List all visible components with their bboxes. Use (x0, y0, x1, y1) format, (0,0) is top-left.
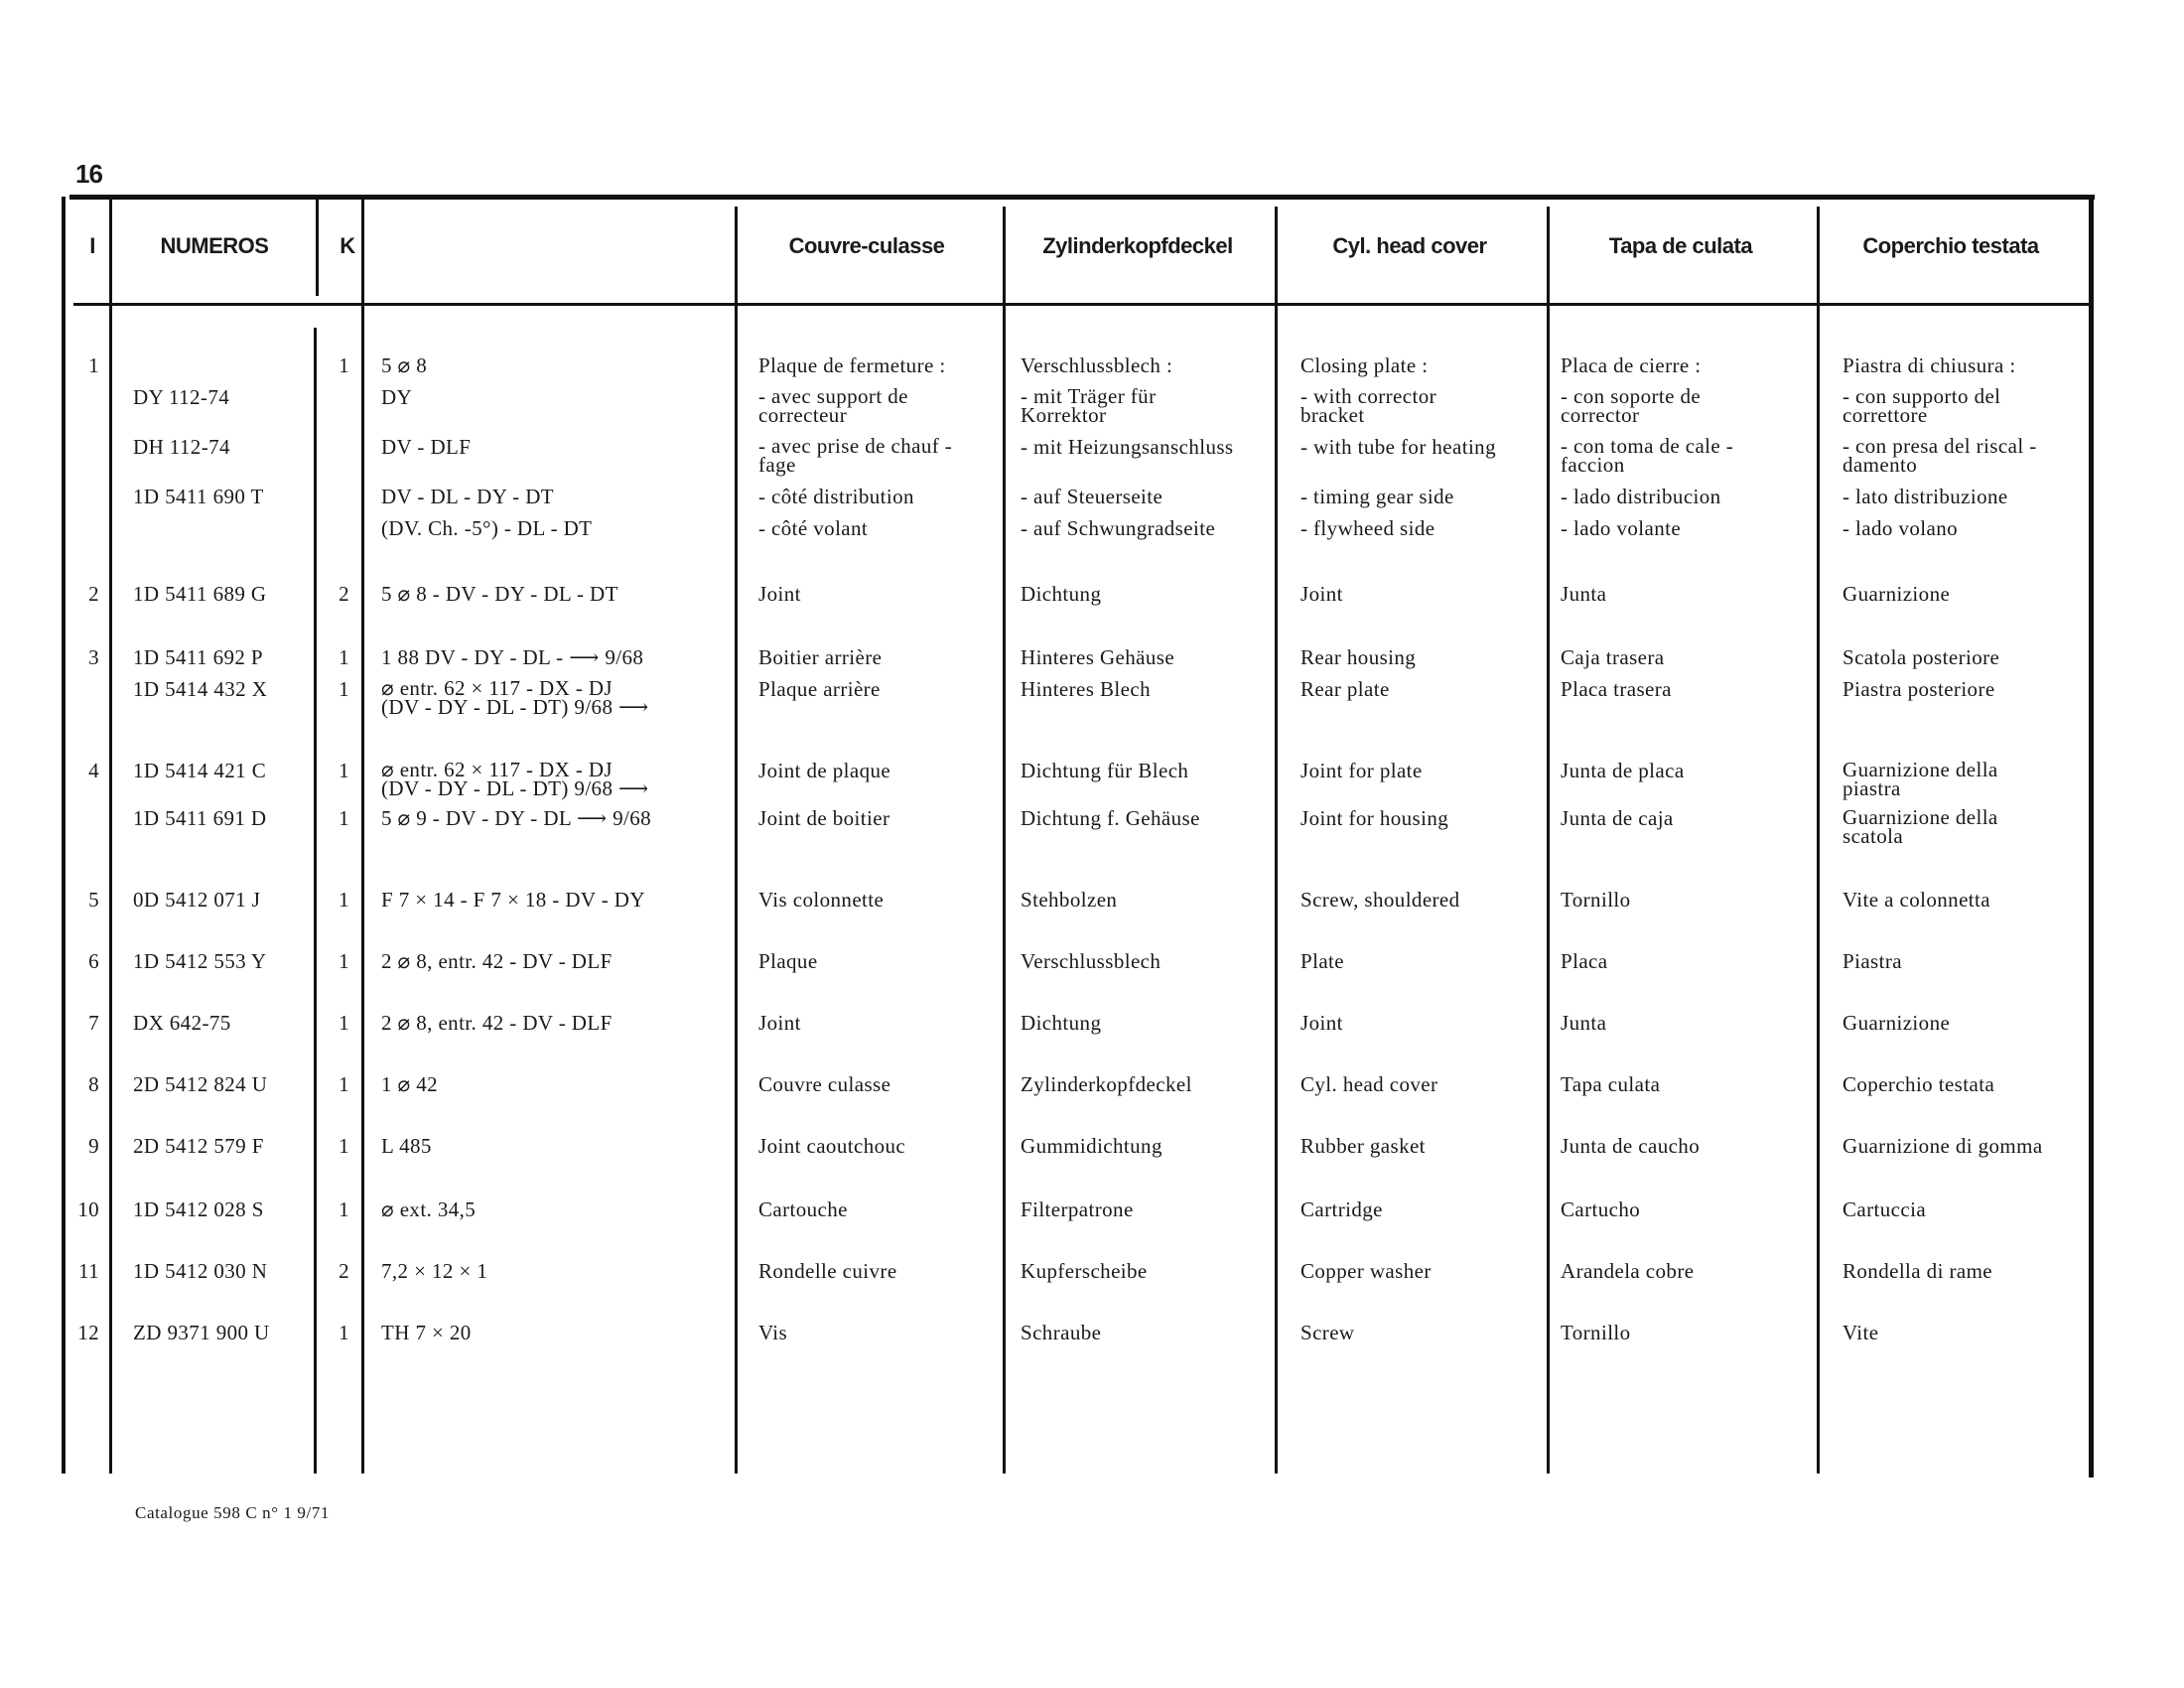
column-rule (2089, 197, 2094, 1477)
italian-description-cell: Guarnizione (1843, 582, 1951, 606)
french-description-cell: - avec support de correcteur (758, 384, 908, 427)
quantity-cell: 1 (339, 759, 349, 782)
part-number-cell: 2D 5412 824 U (133, 1072, 268, 1096)
german-description-cell: Dichtung für Blech (1021, 759, 1189, 782)
english-description-cell: - with corrector bracket (1300, 384, 1437, 427)
spanish-description-cell: Junta de placa (1561, 759, 1685, 782)
german-description-cell: - auf Steuerseite (1021, 485, 1163, 508)
application-cell: 5 ⌀ 9 - DV - DY - DL ⟶ 9/68 (381, 806, 652, 830)
application-cell: 2 ⌀ 8, entr. 42 - DV - DLF (381, 1011, 613, 1035)
application-cell: 5 ⌀ 8 - DV - DY - DL - DT (381, 582, 618, 606)
index-cell: 2 (88, 582, 99, 606)
german-description-cell: Dichtung f. Gehäuse (1021, 806, 1200, 830)
header-spanish: Tapa de culata (1608, 233, 1753, 258)
quantity-cell: 1 (339, 806, 349, 830)
french-description-cell: Joint (758, 1011, 801, 1035)
italian-description-cell: - lato distribuzione (1843, 485, 2008, 508)
column-rule (1275, 207, 1278, 1474)
header-k: K (340, 233, 355, 258)
part-number-cell: 1D 5414 432 X (133, 677, 268, 701)
part-number-cell: 1D 5411 691 D (133, 806, 267, 830)
index-cell: 8 (88, 1072, 99, 1096)
application-cell: L 485 (381, 1134, 432, 1158)
application-cell: 2 ⌀ 8, entr. 42 - DV - DLF (381, 949, 613, 973)
part-number-cell: 0D 5412 071 J (133, 888, 261, 912)
french-description-cell: - côté distribution (758, 485, 914, 508)
header-italian: Coperchio testata (1862, 233, 2039, 258)
spanish-description-cell: - lado distribucion (1561, 485, 1721, 508)
italian-description-cell: Guarnizione di gomma (1843, 1134, 2043, 1158)
german-description-cell: - mit Träger für Korrektor (1021, 384, 1157, 427)
table-top-rule (69, 195, 2095, 200)
header-numbers: NUMEROS (160, 233, 269, 258)
german-description-cell: Gummidichtung (1021, 1134, 1162, 1158)
german-description-cell: Stehbolzen (1021, 888, 1118, 912)
italian-description-cell: Cartuccia (1843, 1197, 1927, 1221)
quantity-cell: 1 (339, 353, 349, 377)
quantity-cell: 1 (339, 677, 349, 701)
part-number-cell: 1D 5412 553 Y (133, 949, 267, 973)
quantity-cell: 1 (339, 1321, 349, 1344)
index-cell: 11 (77, 1259, 99, 1283)
column-rule (314, 328, 317, 1474)
french-description-cell: Joint de plaque (758, 759, 891, 782)
italian-description-cell: Vite (1843, 1321, 1879, 1344)
english-description-cell: - flywheed side (1300, 516, 1435, 540)
quantity-cell: 1 (339, 1197, 349, 1221)
table-header-rule (73, 303, 2091, 306)
column-rule (1547, 207, 1550, 1474)
german-description-cell: Filterpatrone (1021, 1197, 1134, 1221)
italian-description-cell: - lado volano (1843, 516, 1959, 540)
spanish-description-cell: Tornillo (1561, 1321, 1631, 1344)
part-number-cell: DX 642-75 (133, 1011, 231, 1035)
quantity-cell: 1 (339, 1072, 349, 1096)
index-cell: 9 (88, 1134, 99, 1158)
spanish-description-cell: Junta (1561, 582, 1607, 606)
italian-description-cell: Guarnizione (1843, 1011, 1951, 1035)
french-description-cell: Plaque arrière (758, 677, 881, 701)
part-number-cell: 1D 5414 421 C (133, 759, 267, 782)
header-french: Couvre-culasse (788, 233, 945, 258)
part-number-cell: ZD 9371 900 U (133, 1321, 270, 1344)
quantity-cell: 1 (339, 645, 349, 669)
german-description-cell: Verschlussblech : (1021, 353, 1173, 377)
spanish-description-cell: Cartucho (1561, 1197, 1641, 1221)
index-cell: 4 (88, 759, 99, 782)
header-german: Zylinderkopfdeckel (1042, 233, 1233, 258)
index-cell: 12 (77, 1321, 99, 1344)
french-description-cell: Boitier arrière (758, 645, 883, 669)
application-cell: ⌀ ext. 34,5 (381, 1197, 477, 1221)
spanish-description-cell: Placa de cierre : (1561, 353, 1702, 377)
application-cell: (DV. Ch. -5°) - DL - DT (381, 516, 593, 540)
english-description-cell: Joint for housing (1300, 806, 1449, 830)
french-description-cell: Joint caoutchouc (758, 1134, 906, 1158)
french-description-cell: Rondelle cuivre (758, 1259, 897, 1283)
index-cell: 10 (77, 1197, 99, 1221)
part-number-cell: DY 112-74 (133, 385, 230, 409)
spanish-description-cell: - con toma de cale - faccion (1561, 434, 1734, 477)
english-description-cell: - timing gear side (1300, 485, 1454, 508)
italian-description-cell: Coperchio testata (1843, 1072, 1995, 1096)
spanish-description-cell: Junta de caja (1561, 806, 1674, 830)
italian-description-cell: Vite a colonnetta (1843, 888, 1990, 912)
italian-description-cell: Scatola posteriore (1843, 645, 2000, 669)
french-description-cell: Joint (758, 582, 801, 606)
index-cell: 1 (88, 353, 99, 377)
english-description-cell: - with tube for heating (1300, 435, 1496, 459)
german-description-cell: Verschlussblech (1021, 949, 1161, 973)
spanish-description-cell: Placa (1561, 949, 1608, 973)
quantity-cell: 2 (339, 582, 349, 606)
english-description-cell: Cyl. head cover (1300, 1072, 1438, 1096)
application-cell: 1 88 DV - DY - DL - ⟶ 9/68 (381, 645, 644, 669)
header-english: Cyl. head cover (1332, 233, 1487, 258)
english-description-cell: Rubber gasket (1300, 1134, 1426, 1158)
quantity-cell: 1 (339, 949, 349, 973)
header-index: I (89, 233, 95, 258)
german-description-cell: Kupferscheibe (1021, 1259, 1148, 1283)
french-description-cell: - avec prise de chauf - fage (758, 434, 953, 477)
spanish-description-cell: Tapa culata (1561, 1072, 1661, 1096)
french-description-cell: Joint de boitier (758, 806, 890, 830)
french-description-cell: Couvre culasse (758, 1072, 891, 1096)
application-cell: ⌀ entr. 62 × 117 - DX - DJ (DV - DY - DL - DT) 9/68 ⟶ (381, 676, 649, 719)
page-number: 16 (75, 159, 102, 189)
application-cell: ⌀ entr. 62 × 117 - DX - DJ (DV - DY - DL - DT) 9/68 ⟶ (381, 758, 649, 800)
german-description-cell: Hinteres Blech (1021, 677, 1151, 701)
english-description-cell: Rear housing (1300, 645, 1417, 669)
part-number-cell: 1D 5412 030 N (133, 1259, 268, 1283)
catalogue-footer: Catalogue 598 C n° 1 9/71 (135, 1503, 331, 1522)
german-description-cell: - auf Schwungradseite (1021, 516, 1216, 540)
german-description-cell: Zylinderkopfdeckel (1021, 1072, 1192, 1096)
application-cell: 1 ⌀ 42 (381, 1072, 439, 1096)
quantity-cell: 2 (339, 1259, 349, 1283)
application-cell: TH 7 × 20 (381, 1321, 472, 1344)
english-description-cell: Joint for plate (1300, 759, 1423, 782)
index-cell: 3 (88, 645, 99, 669)
english-description-cell: Joint (1300, 582, 1343, 606)
italian-description-cell: - con supporto del correttore (1843, 384, 2001, 427)
part-number-cell: 1D 5411 690 T (133, 485, 264, 508)
french-description-cell: Vis (758, 1321, 788, 1344)
spanish-description-cell: - con soporte de corrector (1561, 384, 1702, 427)
english-description-cell: Joint (1300, 1011, 1343, 1035)
index-cell: 6 (88, 949, 99, 973)
english-description-cell: Rear plate (1300, 677, 1390, 701)
english-description-cell: Screw (1300, 1321, 1355, 1344)
french-description-cell: Vis colonnette (758, 888, 885, 912)
index-cell: 5 (88, 888, 99, 912)
italian-description-cell: Rondella di rame (1843, 1259, 1993, 1283)
spanish-description-cell: Placa trasera (1561, 677, 1672, 701)
german-description-cell: - mit Heizungsanschluss (1021, 435, 1234, 459)
english-description-cell: Closing plate : (1300, 353, 1429, 377)
italian-description-cell: Piastra di chiusura : (1843, 353, 2016, 377)
italian-description-cell: - con presa del riscal - damento (1843, 434, 2037, 477)
italian-description-cell: Guarnizione della scatola (1843, 805, 1998, 848)
part-number-cell: 1D 5412 028 S (133, 1197, 264, 1221)
quantity-cell: 1 (339, 1011, 349, 1035)
spanish-description-cell: Junta (1561, 1011, 1607, 1035)
spanish-description-cell: Junta de caucho (1561, 1134, 1701, 1158)
column-rule (361, 197, 364, 1474)
part-number-cell: DH 112-74 (133, 435, 230, 459)
french-description-cell: Plaque (758, 949, 818, 973)
italian-description-cell: Piastra posteriore (1843, 677, 1995, 701)
german-description-cell: Dichtung (1021, 1011, 1102, 1035)
part-number-cell: 1D 5411 692 P (133, 645, 264, 669)
application-cell: 5 ⌀ 8 (381, 353, 428, 377)
application-cell: F 7 × 14 - F 7 × 18 - DV - DY (381, 888, 645, 912)
english-description-cell: Screw, shouldered (1300, 888, 1460, 912)
french-description-cell: Plaque de fermeture : (758, 353, 946, 377)
spanish-description-cell: Tornillo (1561, 888, 1631, 912)
spanish-description-cell: Caja trasera (1561, 645, 1665, 669)
part-number-cell: 2D 5412 579 F (133, 1134, 264, 1158)
german-description-cell: Hinteres Gehäuse (1021, 645, 1175, 669)
application-cell: DY (381, 385, 413, 409)
french-description-cell: - côté volant (758, 516, 869, 540)
application-cell: DV - DLF (381, 435, 472, 459)
spanish-description-cell: - lado volante (1561, 516, 1682, 540)
spanish-description-cell: Arandela cobre (1561, 1259, 1695, 1283)
column-rule (62, 197, 66, 1474)
column-rule (735, 207, 738, 1474)
application-cell: 7,2 × 12 × 1 (381, 1259, 488, 1283)
application-cell: DV - DL - DY - DT (381, 485, 554, 508)
index-cell: 7 (88, 1011, 99, 1035)
quantity-cell: 1 (339, 1134, 349, 1158)
english-description-cell: Copper washer (1300, 1259, 1432, 1283)
german-description-cell: Dichtung (1021, 582, 1102, 606)
italian-description-cell: Piastra (1843, 949, 1902, 973)
german-description-cell: Schraube (1021, 1321, 1102, 1344)
part-number-cell: 1D 5411 689 G (133, 582, 267, 606)
english-description-cell: Cartridge (1300, 1197, 1383, 1221)
column-rule (1003, 207, 1006, 1474)
french-description-cell: Cartouche (758, 1197, 848, 1221)
quantity-cell: 1 (339, 888, 349, 912)
column-rule (109, 197, 112, 1474)
italian-description-cell: Guarnizione della piastra (1843, 758, 1998, 800)
column-rule (1817, 207, 1820, 1474)
english-description-cell: Plate (1300, 949, 1344, 973)
